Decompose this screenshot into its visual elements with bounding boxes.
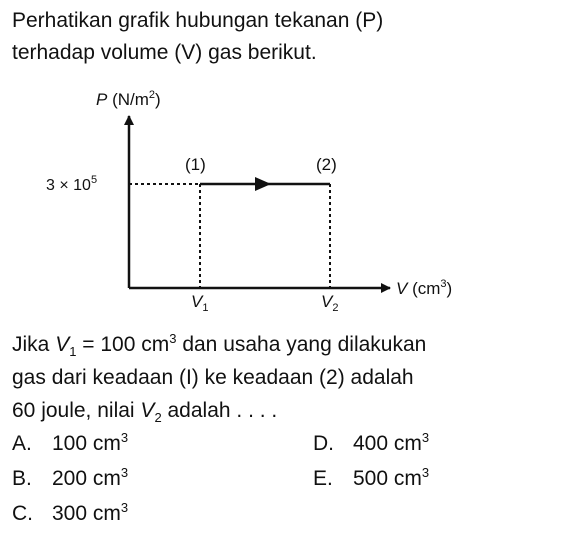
question-body-line-3: 60 joule, nilai $V_2$ adalah . . . . bbox=[12, 399, 278, 425]
option-a[interactable]: A. 100 $cm^3$ bbox=[12, 430, 129, 455]
question-body-line-1: Jika $V_1 = 100$ $cm^3$ dan usaha yang dilakukan bbox=[12, 331, 427, 359]
question-intro-line-2: terhadap volume (V) gas berikut. bbox=[12, 41, 317, 64]
option-d[interactable]: D. 400 $cm^3$ bbox=[313, 430, 430, 455]
state-1-label: (1) bbox=[185, 155, 206, 174]
v1-label: $V_1$ bbox=[191, 292, 209, 314]
option-b[interactable]: B. 200 $cm^3$ bbox=[12, 465, 129, 490]
state-2-label: (2) bbox=[316, 155, 337, 174]
option-c[interactable]: C. 300 $cm^3$ bbox=[12, 500, 129, 525]
process-arrow-icon bbox=[255, 177, 271, 191]
x-axis-label: V $(cm^3)$ bbox=[396, 278, 453, 298]
question-intro-line-1: Perhatikan grafik hubungan tekanan (P) bbox=[12, 9, 384, 32]
v2-label: $V_2$ bbox=[321, 292, 339, 314]
option-e[interactable]: E. 500 $cm^3$ bbox=[313, 465, 430, 490]
pressure-tick-label: $3 \times 10^5$ bbox=[46, 174, 98, 194]
y-axis-label: P $(N/m^2)$ bbox=[96, 89, 161, 109]
question-body-line-2: gas dari keadaan (I) ke keadaan (2) adalah bbox=[12, 366, 414, 389]
